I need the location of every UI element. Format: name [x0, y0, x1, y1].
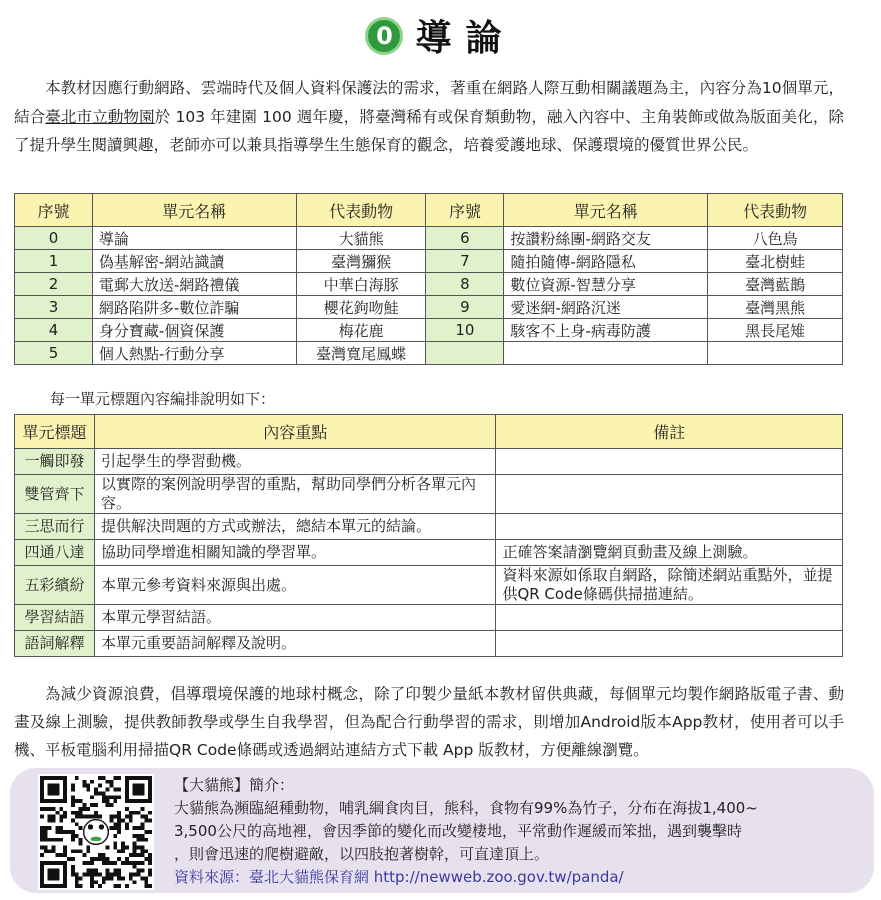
panda-info-box [10, 768, 874, 893]
intro-paragraph [14, 74, 844, 160]
units-table-cell: 個人熱點-行動分享 [92, 342, 296, 365]
layout-table-cell [496, 605, 843, 631]
chapter-number-badge: 0 [365, 17, 403, 55]
closing-paragraph: 為減少資源浪費，倡導環境保護的地球村概念，除了印製少量紙本教材留供典藏，每個單元均製作網路版電子書、動畫及線上測驗，提供教師教學或學生自我學習，但為配合行動學習的需求，則增加Android版本App教材，使用者可以手機、平板電腦利用掃描QR Code條碼或透過網站連結方式下載 App 版教材，方便離線瀏覽。 [14, 685, 844, 759]
layout-table-row [15, 566, 843, 605]
layout-table [14, 414, 843, 657]
zoo-name: 臺北市立動物園 [45, 107, 155, 126]
units-table-cell: 臺灣寬尾鳳蝶 [296, 342, 426, 365]
units-table-row [15, 227, 843, 250]
units-table-cell: 臺灣黑熊 [708, 296, 843, 319]
units-table-cell: 數位資源-智慧分享 [504, 273, 708, 296]
units-table-cell: 臺灣獼猴 [296, 250, 426, 273]
layout-table-row [15, 631, 843, 657]
layout-header-cell: 單元標題 [15, 415, 95, 449]
units-header-cell: 單元名稱 [92, 194, 296, 227]
units-table-cell: 3 [15, 296, 93, 319]
layout-table-cell [496, 514, 843, 540]
units-table-row [15, 319, 843, 342]
units-table-cell: 偽基解密-網站識讀 [92, 250, 296, 273]
units-table-cell: 電郵大放送-網路禮儀 [92, 273, 296, 296]
intro-text-2: 於 103 年建園 100 週年慶，將臺灣稀有或保育類動物，融入內容中、主角裝飾或做為版面美化，除了提升學生閱讀興趣，老師亦可以兼具指導學生生態保育的觀念，培養愛護地球、保護環境的優質世界公民。 [14, 107, 844, 154]
units-table-cell: 駭客不上身-病毒防護 [504, 319, 708, 342]
units-table-cell: 8 [426, 273, 504, 296]
layout-table-cell: 本單元參考資料來源與出處。 [94, 566, 495, 605]
units-header-cell: 代表動物 [296, 194, 426, 227]
layout-table-row [15, 475, 843, 514]
units-table-cell: 9 [426, 296, 504, 319]
units-table-cell: 櫻花鉤吻鮭 [296, 296, 426, 319]
panda-line-3: ，則會迅速的爬樹避敵，以四肢抱著樹幹，可直達頂上。 [174, 845, 550, 863]
layout-table-cell: 正確答案請瀏覽網頁動畫及線上測驗。 [496, 540, 843, 566]
layout-table-cell [496, 449, 843, 475]
layout-header-cell: 內容重點 [94, 415, 495, 449]
units-table-cell: 黑長尾雉 [708, 319, 843, 342]
units-table [14, 193, 843, 365]
layout-table-cell: 提供解決問題的方式或辦法，總結本單元的結論。 [94, 514, 495, 540]
layout-table-row [15, 514, 843, 540]
panda-heading: 【大貓熊】簡介： [174, 776, 295, 794]
units-table-cell: 4 [15, 319, 93, 342]
layout-header-cell: 備註 [496, 415, 843, 449]
units-table-cell: 大貓熊 [296, 227, 426, 250]
panda-line-2: 3,500公尺的高地裡，會因季節的變化而改變棲地，平常動作遲緩而笨拙，遇到襲擊時 [174, 822, 742, 840]
units-table-cell: 八色鳥 [708, 227, 843, 250]
units-table-row [15, 296, 843, 319]
units-table-cell: 10 [426, 319, 504, 342]
layout-table-cell: 資料來源如係取自網路，除簡述網站重點外，並提供QR Code條碼供掃描連結。 [496, 566, 843, 605]
units-header-cell: 序號 [15, 194, 93, 227]
intro-text-1: 本教材因應行動網路、雲端時代及個人資料保護法的需求，著重在網路人際互動相關議題為主，內容分為10個單元，結合 [14, 79, 844, 126]
units-table-cell: 身分寶藏-個資保護 [92, 319, 296, 342]
layout-table-cell: 以實際的案例說明學習的重點，幫助同學們分析各單元內容。 [94, 475, 495, 514]
units-table-cell [426, 342, 504, 365]
layout-table-row [15, 605, 843, 631]
layout-label-cell: 語詞解釋 [15, 631, 95, 657]
layout-note: 每一單元標題內容編排說明如下： [50, 390, 276, 408]
layout-table-cell [496, 475, 843, 514]
layout-table-cell: 引起學生的學習動機。 [94, 449, 495, 475]
units-table-cell [708, 342, 843, 365]
units-table-cell: 7 [426, 250, 504, 273]
units-table-cell: 6 [426, 227, 504, 250]
units-table-cell: 隨拍隨傳-網路隱私 [504, 250, 708, 273]
layout-label-cell: 五彩繽紛 [15, 566, 95, 605]
units-header-cell: 序號 [426, 194, 504, 227]
units-table-cell: 按讚粉絲團-網路交友 [504, 227, 708, 250]
units-table-row [15, 250, 843, 273]
layout-table-row [15, 449, 843, 475]
units-header-cell: 單元名稱 [504, 194, 708, 227]
units-table-cell [504, 342, 708, 365]
qr-code-icon[interactable] [38, 774, 154, 890]
units-table-cell: 臺灣藍鵲 [708, 273, 843, 296]
layout-table-cell: 本單元學習結語。 [94, 605, 495, 631]
layout-label-cell: 雙管齊下 [15, 475, 95, 514]
units-table-cell: 愛迷網-網路沉迷 [504, 296, 708, 319]
chapter-title: 導論 [415, 18, 516, 59]
units-table-cell: 梅花鹿 [296, 319, 426, 342]
units-table-cell: 臺北樹蛙 [708, 250, 843, 273]
units-table-cell: 1 [15, 250, 93, 273]
page-title [0, 10, 881, 61]
layout-label-cell: 一觸即發 [15, 449, 95, 475]
layout-table-cell [496, 631, 843, 657]
units-table-cell: 2 [15, 273, 93, 296]
units-table-cell: 5 [15, 342, 93, 365]
panda-line-1: 大貓熊為瀕臨絕種動物，哺乳綱食肉目，熊科，食物有99%為竹子，分布在海拔1,400~ [174, 799, 758, 817]
units-table-cell: 0 [15, 227, 93, 250]
units-table-cell: 網路陷阱多-數位詐騙 [92, 296, 296, 319]
layout-label-cell: 四通八達 [15, 540, 95, 566]
layout-table-cell: 協助同學增進相關知識的學習單。 [94, 540, 495, 566]
panda-source-link[interactable]: 資料來源：臺北大貓熊保育網 http://newweb.zoo.gov.tw/panda/ [174, 868, 624, 886]
layout-label-cell: 三思而行 [15, 514, 95, 540]
units-table-row [15, 273, 843, 296]
layout-table-cell: 本單元重要語詞解釋及說明。 [94, 631, 495, 657]
units-table-cell: 導論 [92, 227, 296, 250]
units-table-row [15, 342, 843, 365]
layout-table-row [15, 540, 843, 566]
layout-label-cell: 學習結語 [15, 605, 95, 631]
panda-description [174, 774, 864, 889]
units-header-cell: 代表動物 [708, 194, 843, 227]
units-table-cell: 中華白海豚 [296, 273, 426, 296]
